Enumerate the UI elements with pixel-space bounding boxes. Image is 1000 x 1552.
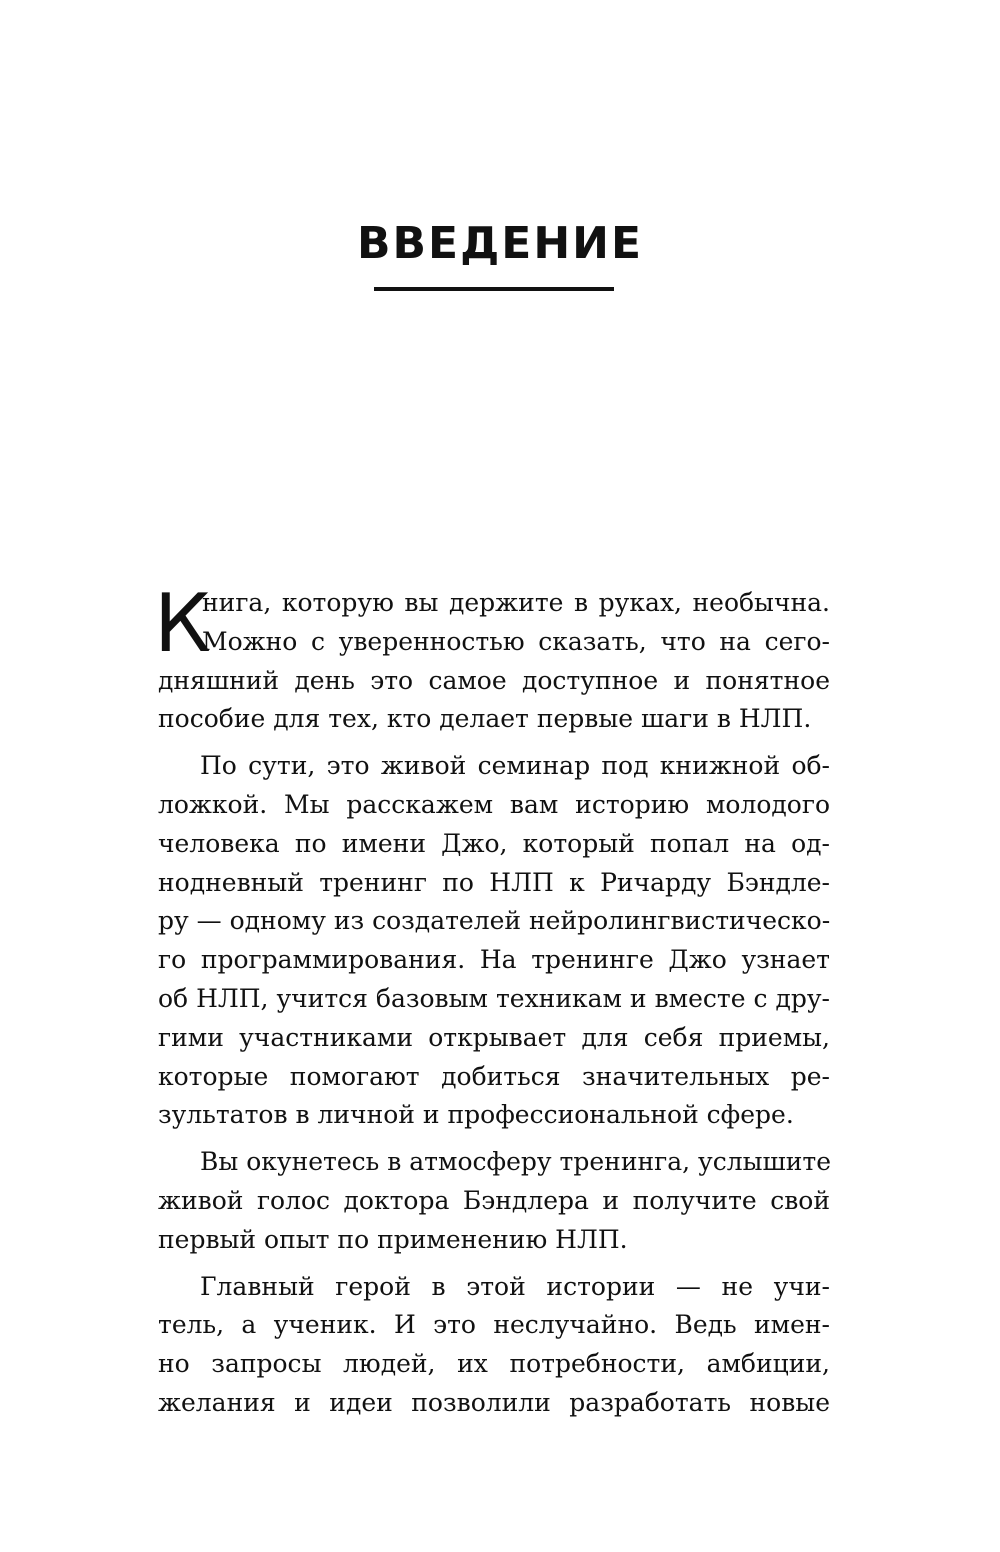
- text-line: пособие для тех, кто делает первые шаги в НЛП.: [158, 704, 812, 734]
- text-line: дняшний день это самое доступное и понятное: [158, 665, 830, 695]
- paragraph-2: [158, 747, 830, 1135]
- text-line: Можно с уверенностью сказать, что на сего-: [202, 626, 830, 656]
- text-line: нига, которую вы держите в руках, необычна.: [202, 588, 830, 617]
- body-text: [154, 577, 832, 1423]
- text-line: первый опыт по применению НЛП.: [158, 1224, 628, 1254]
- text-line: ложкой. Мы расскажем вам историю молодого: [158, 789, 830, 819]
- text-line: го программирования. На тренинге Джо узнает: [158, 945, 830, 975]
- text-line: Главный герой в этой истории — не учи-: [200, 1271, 830, 1301]
- text-line: ру — одному из создателей нейролингвистическо-: [158, 906, 831, 936]
- text-line: По сути, это живой семинар под книжной об-: [200, 751, 830, 781]
- text-line: об НЛП, учится базовым техникам и вместе с дру-: [158, 983, 830, 1013]
- text-line: человека по имени Джо, который попал на од-: [158, 828, 830, 858]
- text-line: но запросы людей, их потребности, амбиции,: [158, 1349, 830, 1379]
- title-underline: [374, 287, 614, 291]
- text-line: зультатов в личной и профессиональной сфере.: [158, 1100, 794, 1130]
- text-line: тель, а ученик. И это неслучайно. Ведь имен-: [158, 1310, 830, 1340]
- text-line: живой голос доктора Бэндлера и получите свой: [158, 1185, 830, 1215]
- chapter-title: ВВЕДЕНИЕ: [356, 218, 644, 269]
- text-line: желания и идеи позволили разработать новые: [158, 1387, 830, 1417]
- paragraph-4: [158, 1268, 830, 1423]
- text-line: гими участниками открывает для себя приемы,: [158, 1022, 830, 1052]
- drop-cap: К: [154, 577, 211, 670]
- paragraph-3: [158, 1143, 830, 1259]
- text-line: Вы окунетесь в атмосферу тренинга, услышите: [200, 1147, 832, 1177]
- text-line: нодневный тренинг по НЛП к Ричарду Бэндле-: [158, 867, 830, 897]
- text-line: которые помогают добиться значительных ре-: [158, 1061, 830, 1091]
- paragraph-1: [158, 584, 830, 739]
